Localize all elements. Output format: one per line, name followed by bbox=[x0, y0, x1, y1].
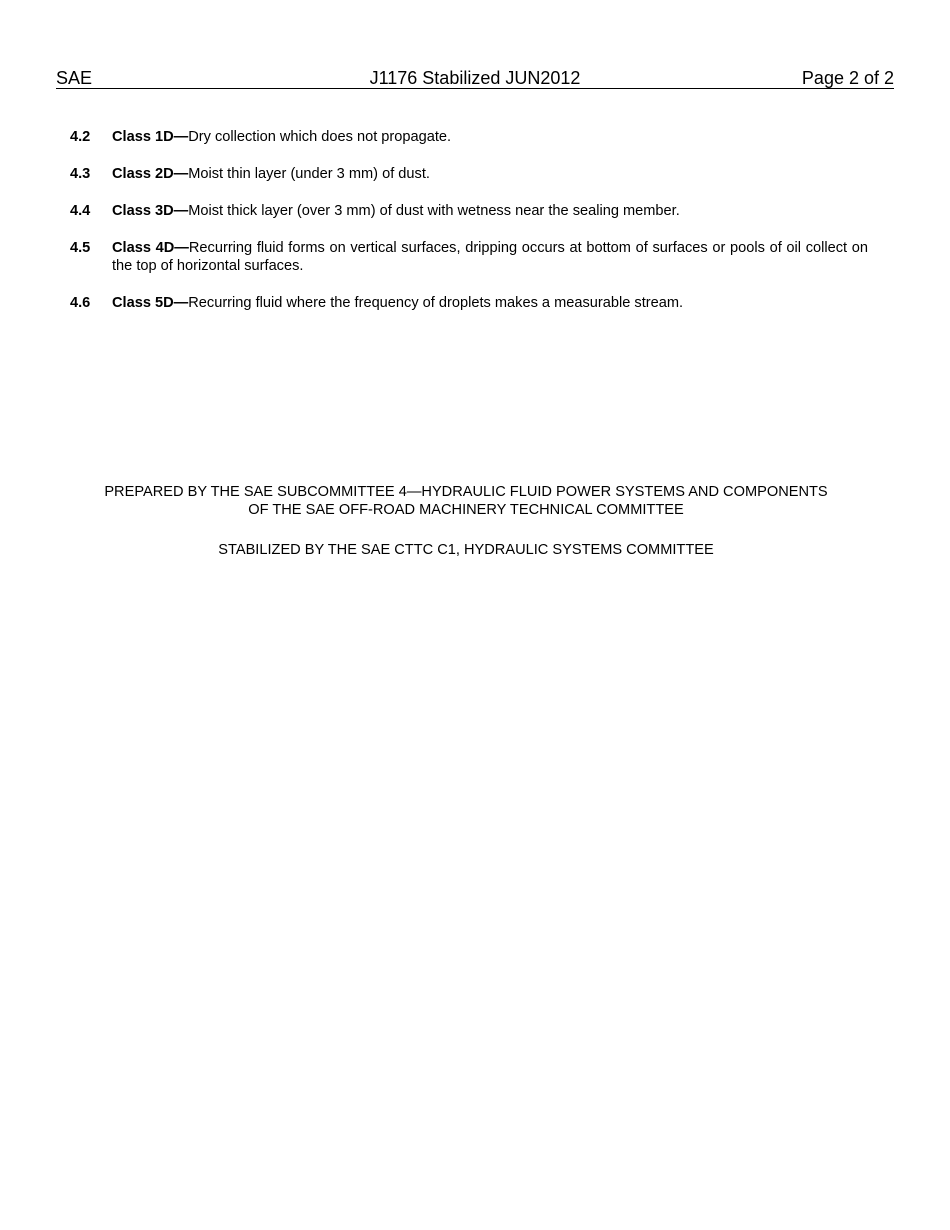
clause-term: Class 3D— bbox=[112, 203, 189, 219]
clause-number: 4.2 bbox=[70, 129, 91, 145]
clause-4-6 bbox=[70, 294, 868, 312]
clause-body bbox=[112, 128, 868, 146]
stabilized-by-line: STABILIZED BY THE SAE CTTC C1, HYDRAULIC SYSTEMS COMMITTEE bbox=[218, 542, 714, 558]
clause-text: Moist thick layer (over 3 mm) of dust with wetness near the sealing member. bbox=[188, 203, 680, 219]
clause-term: Class 2D— bbox=[112, 166, 189, 182]
clause-text: Recurring fluid forms on vertical surfaces, dripping occurs at bottom of surfaces or pools of oil collect on the top of horizontal surfaces. bbox=[112, 240, 869, 274]
clause-term: Class 4D— bbox=[112, 240, 189, 256]
clause-term: Class 5D— bbox=[112, 295, 189, 311]
clause-text: Dry collection which does not propagate. bbox=[188, 129, 452, 145]
clause-4-3 bbox=[70, 165, 868, 183]
page-header bbox=[56, 68, 894, 89]
clause-body bbox=[112, 202, 868, 220]
clause-4-5 bbox=[70, 239, 868, 275]
prepared-by-statement bbox=[56, 483, 876, 519]
header-org: SAE bbox=[56, 68, 93, 88]
clause-list bbox=[70, 128, 868, 331]
clause-text: Recurring fluid where the frequency of droplets makes a measurable stream. bbox=[188, 295, 684, 311]
clause-number: 4.4 bbox=[70, 203, 91, 219]
clause-number: 4.5 bbox=[70, 240, 91, 256]
stabilized-by-statement bbox=[56, 541, 876, 559]
header-page-number: Page 2 of 2 bbox=[801, 68, 894, 88]
clause-number: 4.3 bbox=[70, 166, 91, 182]
clause-term: Class 1D— bbox=[112, 129, 189, 145]
prepared-by-line-1: PREPARED BY THE SAE SUBCOMMITTEE 4—HYDRAULIC FLUID POWER SYSTEMS AND COMPONENTS bbox=[104, 484, 828, 500]
clause-4-2 bbox=[70, 128, 868, 146]
clause-text: Moist thin layer (under 3 mm) of dust. bbox=[188, 166, 430, 182]
clause-body bbox=[112, 294, 868, 312]
prepared-by-line-2: OF THE SAE OFF-ROAD MACHINERY TECHNICAL COMMITTEE bbox=[248, 502, 684, 518]
clause-number: 4.6 bbox=[70, 295, 91, 311]
clause-body bbox=[112, 165, 868, 183]
clause-4-4 bbox=[70, 202, 868, 220]
header-document-id: J1176 Stabilized JUN2012 bbox=[369, 68, 581, 88]
clause-body bbox=[112, 239, 868, 275]
